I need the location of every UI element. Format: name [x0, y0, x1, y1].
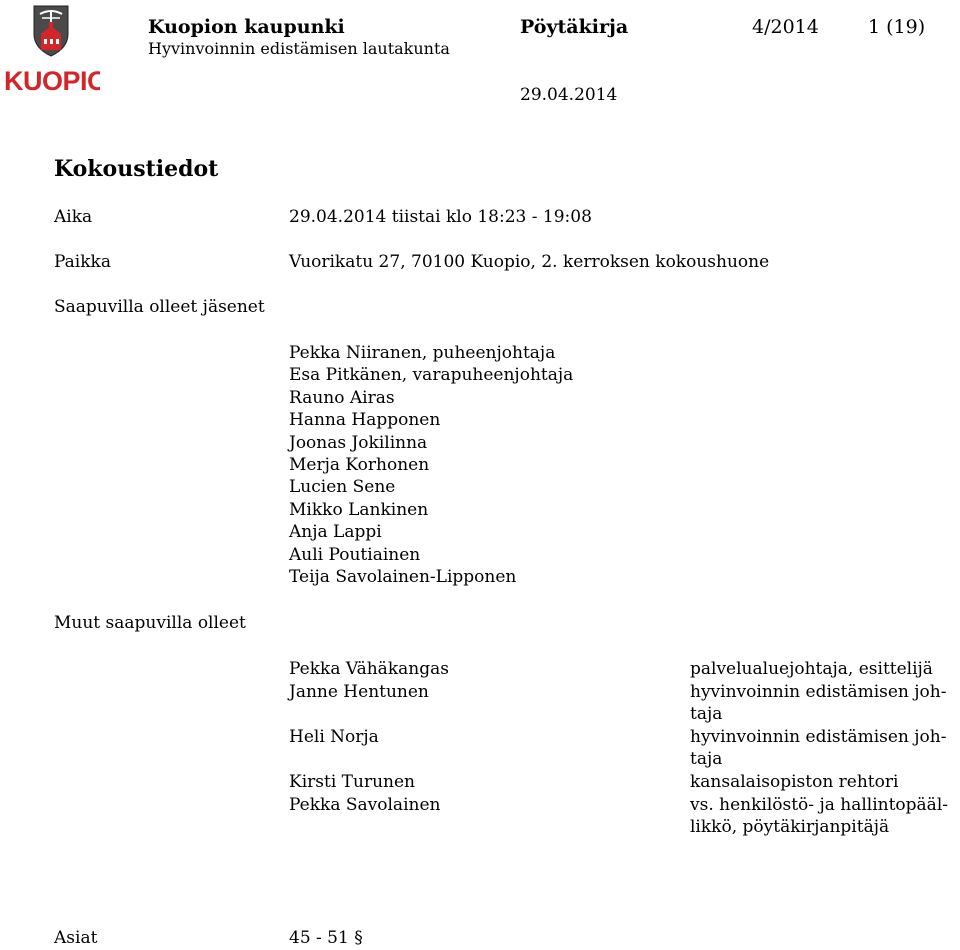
doc-number: 4/2014 — [752, 16, 819, 38]
kuopio-logo — [4, 4, 100, 100]
member-item: Esa Pitkänen, varapuheenjohtaja — [289, 365, 574, 386]
header-date: 29.04.2014 — [520, 85, 618, 105]
others-role: palvelualuejohtaja, esittelijä — [690, 659, 933, 679]
member-item: Pekka Niiranen, puheenjohtaja — [289, 343, 556, 363]
members-label: Saapuvilla olleet jäsenet — [54, 297, 265, 317]
member-item: Hanna Happonen — [289, 410, 441, 431]
others-label: Muut saapuvilla olleet — [54, 613, 246, 633]
org-name: Kuopion kaupunki — [148, 16, 345, 38]
others-person: Kirsti Turunen — [289, 772, 415, 792]
paikka-label: Paikka — [54, 252, 111, 272]
member-item: Anja Lappi — [289, 522, 382, 543]
member-item: Lucien Sene — [289, 477, 396, 498]
asiat-label: Asiat — [54, 928, 98, 948]
svg-text:KUOPIO: KUOPIO — [4, 66, 100, 96]
member-item: Auli Poutiainen — [289, 544, 421, 565]
aika-value: 29.04.2014 tiistai klo 18:23 - 19:08 — [289, 207, 592, 227]
members-list — [289, 342, 573, 588]
aika-label: Aika — [54, 207, 93, 227]
others-role: hyvinvoinnin edistämisen joh-taja — [690, 682, 947, 725]
member-item: Mikko Lankinen — [289, 499, 429, 520]
others-person: Heli Norja — [289, 727, 379, 747]
others-role: kansalaisopiston rehtori — [690, 772, 899, 792]
others-person: Janne Hentunen — [289, 682, 429, 702]
others-role: hyvinvoinnin edistämisen joh-taja — [690, 727, 947, 770]
member-item: Rauno Airas — [289, 387, 395, 408]
kuopio-coat-of-arms-icon — [4, 4, 100, 100]
member-item: Merja Korhonen — [289, 455, 430, 476]
others-person: Pekka Vähäkangas — [289, 659, 449, 679]
asiat-value: 45 - 51 § — [289, 928, 363, 948]
paikka-value: Vuorikatu 27, 70100 Kuopio, 2. kerroksen kokoushuone — [289, 252, 770, 272]
committee-name: Hyvinvoinnin edistämisen lautakunta — [148, 39, 450, 58]
others-person: Pekka Savolainen — [289, 795, 441, 815]
others-role: vs. henkilöstö- ja hallintopääl-likkö, pöytäkirjanpitäjä — [690, 795, 948, 838]
member-item: Joonas Jokilinna — [289, 432, 428, 453]
page-number: 1 (19) — [868, 16, 926, 38]
doc-type: Pöytäkirja — [520, 16, 629, 38]
section-title: Kokoustiedot — [54, 156, 219, 182]
member-item: Teija Savolainen-Lipponen — [289, 567, 517, 588]
